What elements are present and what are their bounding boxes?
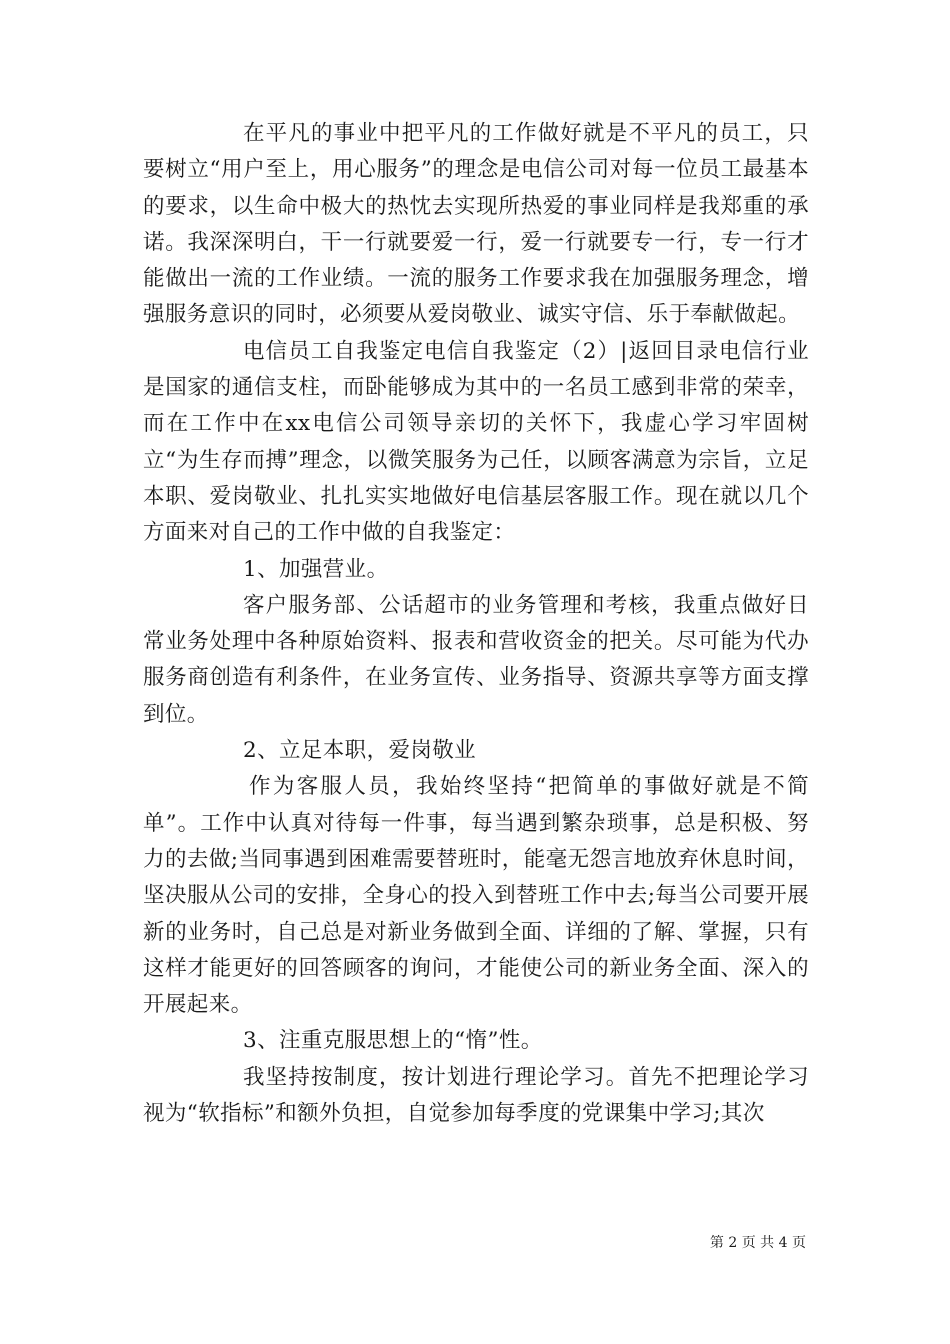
paragraph-telecom-self-appraisal: 电信员工自我鉴定电信自我鉴定（2）|返回目录电信行业是国家的通信支柱，而卧能够成为其中的一名员工感到非常的荣幸，而在工作中在xx电信公司领导亲切的关怀下，我虚心学习牢固树立“为生存而搏”理念，以微笑服务为己任，以顾客满意为宗旨，立足本职、爱岗敬业、扎扎实实地做好电信基层客服工作。现在就以几个方面来对自己的工作中做的自我鉴定： <box>143 338 809 546</box>
paragraph-theory-study: 我坚持按制度，按计划进行理论学习。首先不把理论学习视为“软指标”和额外负担，自觉参加每季度的党课集中学习;其次 <box>143 1064 809 1127</box>
page-number: 第 2 页 共 4 页 <box>709 1235 806 1251</box>
paragraph-intro: 在平凡的事业中把平凡的工作做好就是不平凡的员工，只要树立“用户至上，用心服务”的理念是电信公司对每一位员工最基本的要求，以生命中极大的热忱去实现所热爱的事业同样是我郑重的承诺。我深深明白，干一行就要爱一行，爱一行就要专一行，专一行才能做出一流的工作业绩。一流的服务工作要求我在加强服务理念，增强服务意识的同时，必须要从爱岗敬业、诚实守信、乐于奉献做起。 <box>143 121 809 328</box>
heading-overcome-laziness: 3、注重克服思想上的“惰”性。 <box>243 1028 543 1054</box>
paragraph-customer-service-staff: 作为客服人员，我始终坚持“把简单的事做好就是不简单”。工作中认真对待每一件事，每当遇到繁杂琐事，总是积极、努力的去做;当同事遇到困难需要替班时，能毫无怨言地放弃休息时间，坚决服从公司的安排，全身心的投入到替班工作中去;每当公司要开展新的业务时，自己总是对新业务做到全面、详细的了解、掌握，只有这样才能更好的回答顾客的询问，才能使公司的新业务全面、深入的开展起来。 <box>143 774 809 1018</box>
paragraph-customer-service: 客户服务部、公话超市的业务管理和考核，我重点做好日常业务处理中各种原始资料、报表和营收资金的把关。尽可能为代办服务商创造有利条件，在业务宣传、业务指导、资源共享等方面支撑到位。 <box>143 592 809 727</box>
heading-dedication: 2、立足本职，爱岗敬业 <box>243 738 477 764</box>
document-body <box>143 116 809 1132</box>
heading-strengthen-business: 1、加强营业。 <box>243 556 389 582</box>
